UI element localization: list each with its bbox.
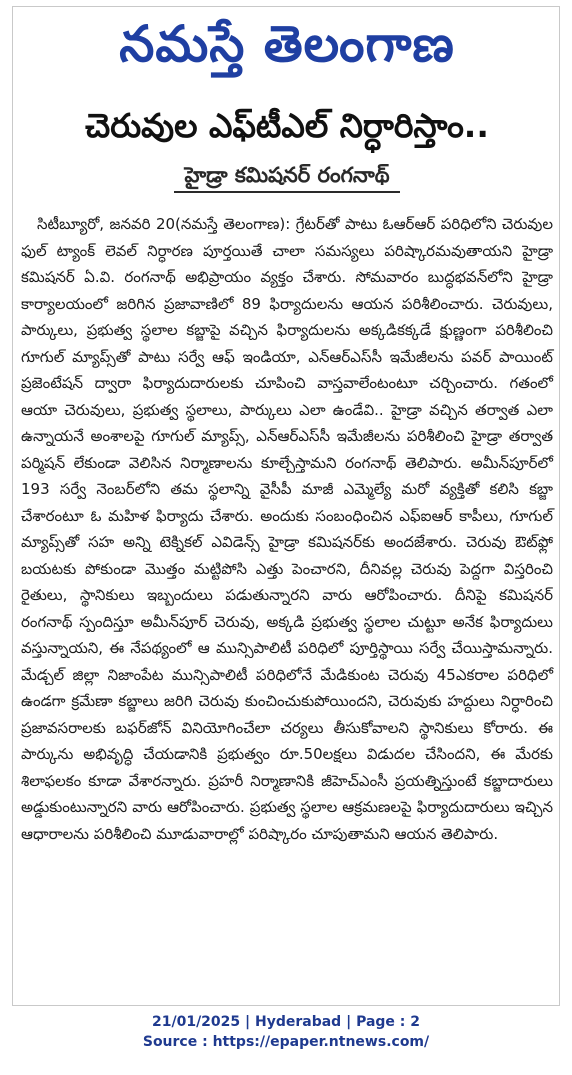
article-body: సిటీబ్యూరో, జనవరి 20(నమస్తే తెలంగాణ): గ్రేటర్‌తో పాటు ఓఆర్‌ఆర్ పరిధిలోని చెరువుల ఫుల్ ట్యాంక్ లెవల్ నిర్ధారణ పూర్తయితే చాలా సమస్యలు పరిష్కారమవుతాయని హైడ్రా కమిషనర్ ఏ.వి. రంగనాథ్ అభిప్రాయం వ్యక్తం చేశారు. సోమవారం బుద్ధభవన్‌లోని హైడ్రా కార్యాలయంలో జరిగిన ప్రజావాణిలో 89 ఫిర్యాదులను ఆయన పరిశీలించారు. చెరువులు, పార్కులు, ప్రభుత్వ స్థలాల కబ్జాపై వచ్చిన ఫిర్యాదులను అక్కడికక్కడే క్షుణ్ణంగా పరిశీలించి గూగుల్ మ్యాప్స్‌తో పాటు సర్వే ఆఫ్ ఇండియా, ఎన్‌ఆర్‌ఎస్‌సీ ఇమేజీలను పవర్ పాయింట్ ప్రజెంటేషన్ ద్వారా ఫిర్యాదుదారులకు చూపించి వాస్తవాలేంటంటూ చర్చించారు. గతంలో ఆయా చెరువులు, ప్రభుత్వ స్థలాలు, పార్కులు ఎలా ఉండేవి.. హైడ్రా వచ్చిన తర్వాత ఎలా ఉన్నాయనే అంశాలపై గూగుల్ మ్యాప్స్, ఎన్‌ఆర్‌ఎస్‌సీ ఇమేజీలను పరిశీలించి హైడ్రా తర్వాత పర్మిషన్ లేకుండా వెలిసిన నిర్మాణాలను కూల్చేస్తామని రంగనాథ్ తెలిపారు. అమీన్‌పూర్‌లో 193 సర్వే నెంబర్‌లోని తమ స్థలాన్ని వైసీపీ మాజీ ఎమ్మెల్యే మరో వ్యక్తితో కలిసి కబ్జా చేశారంటూ ఓ మహిళ ఫిర్యాదు చేశారు. అందుకు సంబంధించిన ఎఫ్‌ఐఆర్ కాపీలు, గూగుల్ మ్యాప్స్‌తో సహ అన్ని టెక్నికల్ ఎవిడెన్స్ హైడ్రా కమిషనర్‌కు అందజేశారు. చెరువు ఔట్‌ఫ్లో బయటకు పోకుండా మొత్తం మట్టిపోసి ఎత్తు పెంచారని, దీనివల్ల చెరువు పెద్దగా విస్తరించి రైతులు, స్థానికులు ఇబ్బందులు పడుతున్నారని వారు ఆరోపించారు. దీనిపై కమిషనర్ రంగనాథ్ స్పందిస్తూ అమీన్‌పూర్ చెరువు, అక్కడి ప్రభుత్వ స్థలాల చుట్టూ అనేక ఫిర్యాదులు వస్తున్నాయని, ఈ నేపథ్యంలో ఆ మున్సిపాలిటీ పరిధిలో పూర్తిస్థాయి సర్వే చేయిస్తామన్నారు. మేడ్చల్ జిల్లా నిజాంపేట మున్సిపాలిటీ పరిధిలోనే మేడికుంట చెరువు 45ఎకరాల పరిధిలో ఉండగా క్రమేణా కబ్జాలు జరిగి చెరువు కుంచించుకుపోయిందని, చెరువుకు హద్దులు నిర్ధారించి ప్రజావసరాలకు బఫర్‌జోన్ వినియోగించేలా చర్యలు తీసుకోవాలని స్థానికులు కోరారు. ఈ పార్కును అభివృద్ధి చేయడానికి ప్రభుత్వం రూ.50లక్షలు విడుదల చేసిందని, ఈ మేరకు శిలాఫలకం కూడా వేశారన్నారు. ప్రహరీ నిర్మాణానికి జీహెచ్‌ఎంసీ ప్రయత్నిస్తుంటే కబ్జాదారులు అడ్డుకుంటున్నారని వారు ఆరోపించారు. ప్రభుత్వ స్థలాల ఆక్రమణలపై ఫిర్యాదుదారులు ఇచ్చిన ఆధారాలను పరిశీలించి మూడువారాల్లో పరిష్కారం చూపుతామని ఆయన తెలిపారు.: [21, 215, 553, 843]
article-headline: చెరువుల ఎఫ్‌టీఎల్ నిర్ధారిస్తాం..: [85, 106, 489, 145]
footer-source: Source : https://epaper.ntnews.com/: [142, 1034, 430, 1050]
newspaper-clipping: [12, 6, 560, 1006]
newspaper-masthead: నమస్తే తెలంగాణ: [119, 15, 455, 73]
clipping-footer: [0, 1012, 572, 1052]
article-subheadline: హైడ్రా కమిషనర్ రంగనాథ్: [174, 159, 399, 193]
footer-date-city-page: 21/01/2025 | Hyderabad | Page : 2: [151, 1014, 421, 1030]
article-subheadline-wrapper: [13, 159, 560, 193]
